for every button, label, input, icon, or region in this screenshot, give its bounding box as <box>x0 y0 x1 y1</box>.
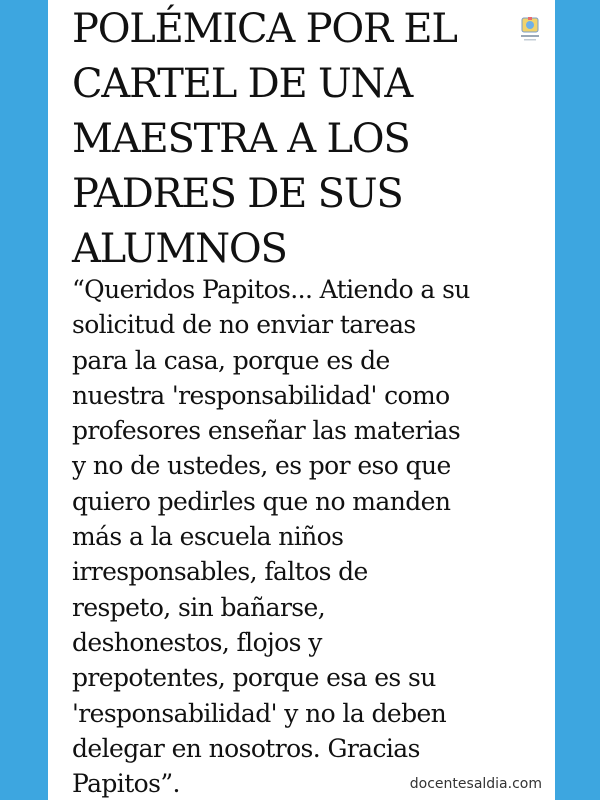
article-card <box>48 0 555 800</box>
site-watermark: docentesaldia.com <box>409 776 542 792</box>
article-headline: POLÉMICA POR EL CARTEL DE UNA MAESTRA A LOS PADRES DE SUS ALUMNOS <box>72 6 457 272</box>
school-crest-icon <box>519 14 541 42</box>
article-body: “Queridos Papitos... Atiendo a su solicitud de no enviar tareas para la casa, porque es de nuestra 'responsabilidad' como profesores enseñar las materias y no de ustedes, es por eso que quiero pedirles que no manden más a la escuela niños irresponsables, faltos de respeto, sin bañarse, deshonestos, flojos y prepotentes, porque esa es su 'responsabilidad' y no la deben delegar en nosotros. Gracias Papitos”. <box>72 275 470 799</box>
